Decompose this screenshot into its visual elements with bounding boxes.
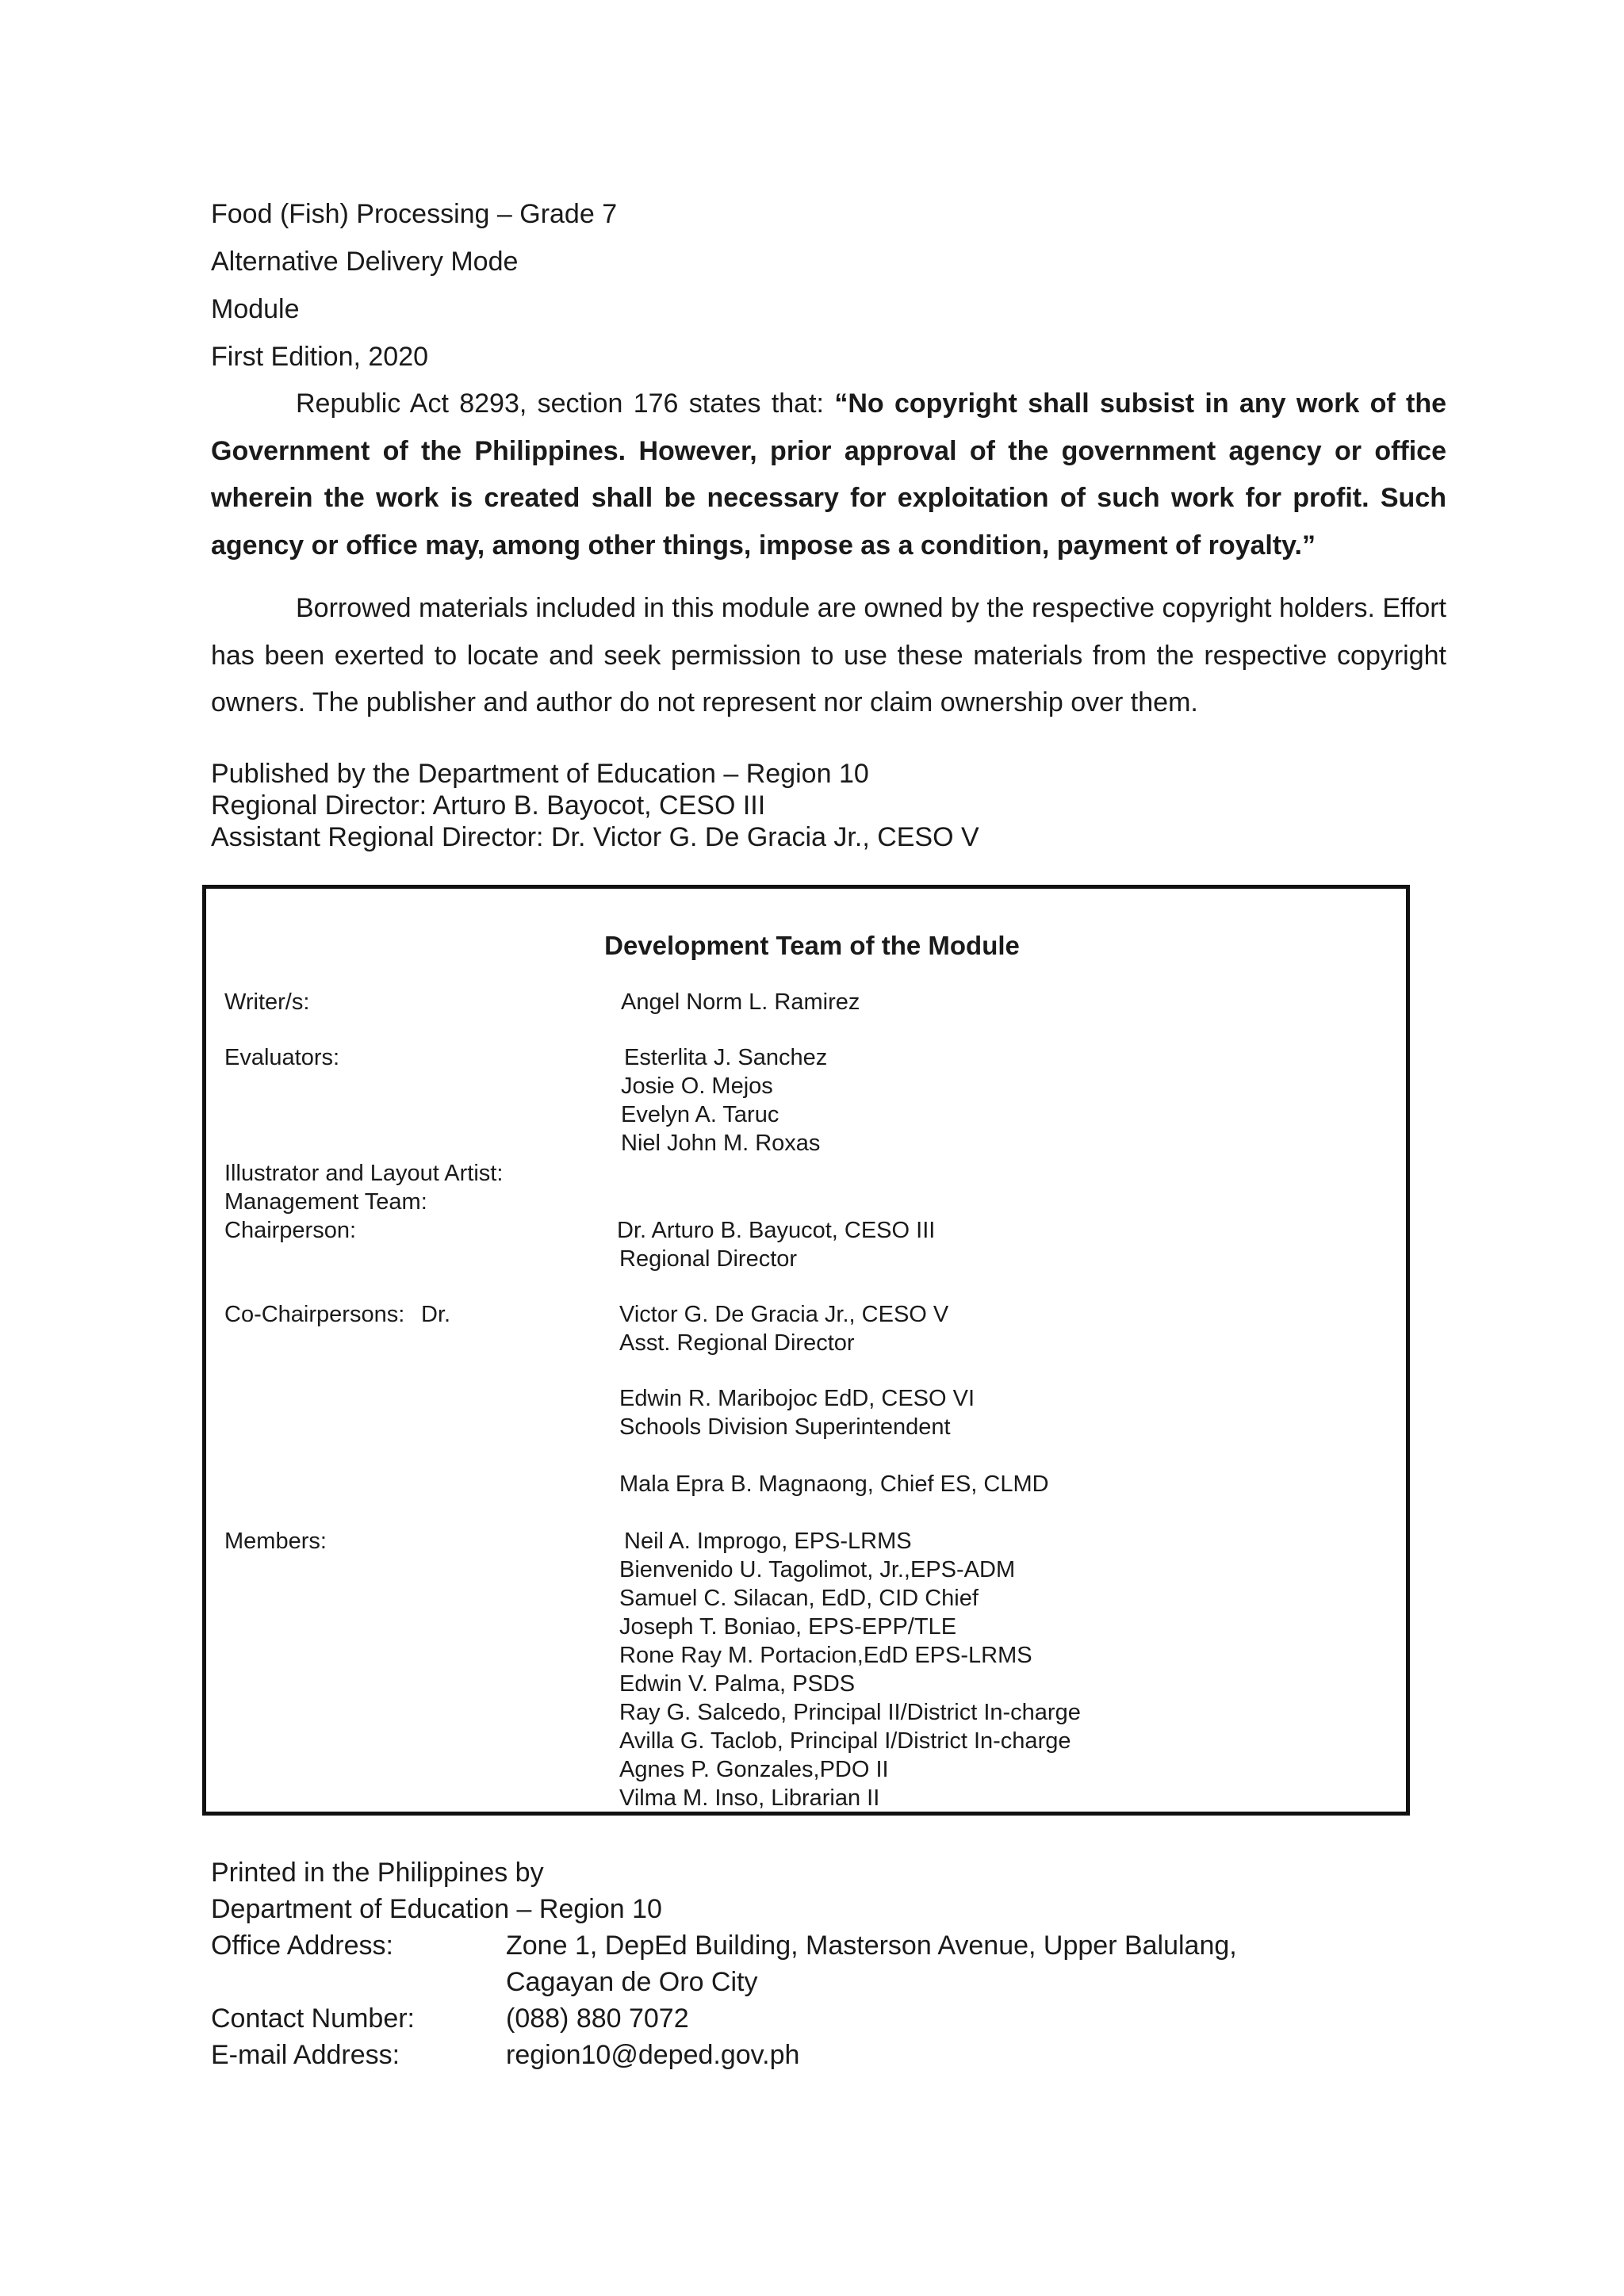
chairperson-title: Regional Director <box>619 1246 798 1272</box>
co-chairpersons-label: Co-Chairpersons: <box>224 1302 405 1327</box>
co-chairpersons-prefix: Dr. <box>421 1302 451 1327</box>
module-label: Module <box>211 294 300 324</box>
member-entry: Agnes P. Gonzales,PDO II <box>619 1757 889 1782</box>
development-team-title: Development Team of the Module <box>604 931 1020 960</box>
co-chairperson-entry: Victor G. De Gracia Jr., CESO V <box>619 1302 949 1327</box>
chairperson-label: Chairperson: <box>224 1218 357 1243</box>
publisher-line: Published by the Department of Education – Region 10 <box>211 759 869 789</box>
co-chairperson-entry: Mala Epra B. Magnaong, Chief ES, CLMD <box>619 1471 1049 1497</box>
member-entry: Ray G. Salcedo, Principal II/District In-charge <box>619 1700 1081 1725</box>
member-entry: Avilla G. Taclob, Principal I/District In-charge <box>619 1728 1071 1754</box>
member-entry: Joseph T. Boniao, EPS-EPP/TLE <box>619 1614 957 1640</box>
member-entry: Samuel C. Silacan, EdD, CID Chief <box>619 1586 979 1611</box>
assistant-director-line: Assistant Regional Director: Dr. Victor G. De Gracia Jr., CESO V <box>211 822 979 852</box>
management-team-label: Management Team: <box>224 1189 427 1215</box>
evaluators-label: Evaluators: <box>224 1045 340 1070</box>
member-entry: Rone Ray M. Portacion,EdD EPS-LRMS <box>619 1643 1032 1668</box>
regional-director-line: Regional Director: Arturo B. Bayocot, CESO III <box>211 790 766 821</box>
co-chairperson-entry: Edwin R. Maribojoc EdD, CESO VI <box>619 1386 975 1411</box>
borrowed-materials-paragraph: Borrowed materials included in this module are owned by the respective copyright holders. Effort has been exerted to locate and seek permission to use these materials from the respective copyright owners. The publisher and author do not represent nor claim ownership over them. <box>211 593 1446 718</box>
members-label: Members: <box>224 1529 327 1554</box>
writer-name: Angel Norm L. Ramirez <box>621 989 860 1015</box>
evaluator-name: Niel John M. Roxas <box>621 1131 821 1156</box>
printed-by: Printed in the Philippines by <box>211 1858 544 1888</box>
writers-label: Writer/s: <box>224 989 310 1015</box>
evaluator-name: Evelyn A. Taruc <box>621 1102 779 1127</box>
delivery-mode: Alternative Delivery Mode <box>211 247 519 277</box>
edition: First Edition, 2020 <box>211 342 429 372</box>
chairperson-name: Dr. Arturo B. Bayucot, CESO III <box>617 1218 936 1243</box>
evaluator-name: Josie O. Mejos <box>621 1073 773 1099</box>
member-entry: Vilma M. Inso, Librarian II <box>619 1785 880 1811</box>
email-address: region10@deped.gov.ph <box>506 2040 800 2070</box>
co-chairperson-entry: Asst. Regional Director <box>619 1330 855 1356</box>
email-address-label: E-mail Address: <box>211 2040 400 2070</box>
office-address-line2: Cagayan de Oro City <box>506 1967 758 1997</box>
module-title: Food (Fish) Processing – Grade 7 <box>211 199 618 229</box>
contact-number-label: Contact Number: <box>211 2003 415 2034</box>
member-entry: Neil A. Improgo, EPS-LRMS <box>624 1529 912 1554</box>
office-address-label: Office Address: <box>211 1931 393 1961</box>
copyright-intro: Republic Act 8293, section 176 states that: <box>296 388 835 419</box>
office-address-line1: Zone 1, DepEd Building, Masterson Avenue, Upper Balulang, <box>506 1931 1237 1961</box>
evaluator-name: Esterlita J. Sanchez <box>624 1045 828 1070</box>
member-entry: Edwin V. Palma, PSDS <box>619 1671 856 1697</box>
copyright-paragraph <box>211 381 1446 569</box>
contact-number: (088) 880 7072 <box>506 2003 689 2034</box>
copyright-quote: “No copyright shall subsist in any work of the Government of the Philippines. However, prior approval of the government agency or office wherein the work is created shall be necessary for exploitation of such work for profit. Such agency or office may, among other things, impose as a condition, payment of royalty.” <box>211 388 1447 561</box>
member-entry: Bienvenido U. Tagolimot, Jr.,EPS-ADM <box>619 1557 1016 1582</box>
department-name: Department of Education – Region 10 <box>211 1894 662 1924</box>
illustrator-label: Illustrator and Layout Artist: <box>224 1161 504 1186</box>
co-chairperson-entry: Schools Division Superintendent <box>619 1414 951 1440</box>
